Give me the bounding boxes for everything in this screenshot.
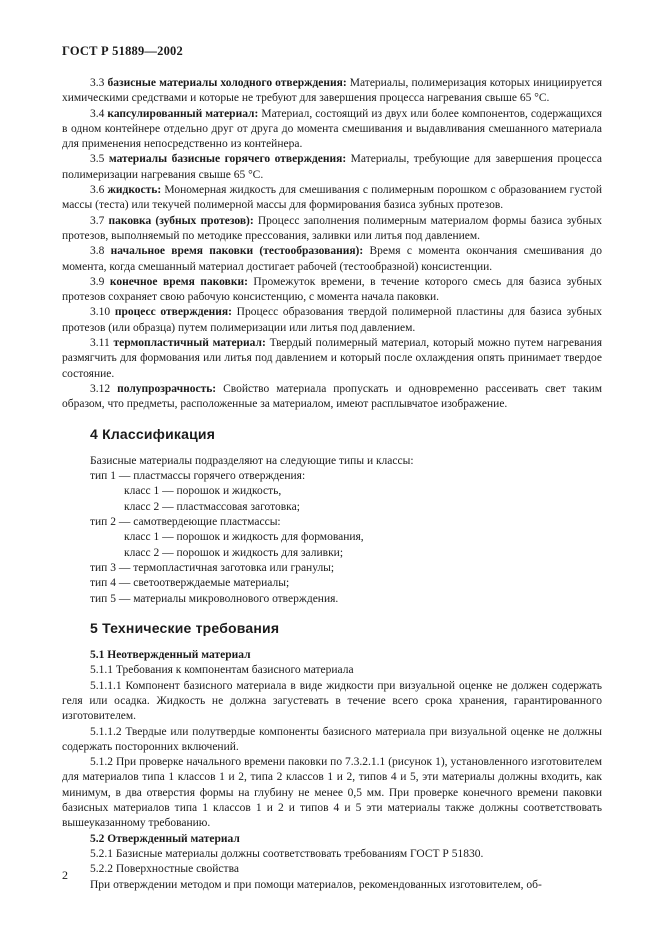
definition-item: [62, 76, 602, 107]
definition-number: 3.10: [90, 306, 111, 319]
definition-text: Свойство материала пропускать и одновременно рассеивать свет таким образом, что предметы, расположенные за материалом, имеют расплывчатое изображение.: [62, 382, 603, 411]
class-item: класс 1 — порошок и жидкость для формования,: [124, 531, 364, 544]
definition-text: Материалы, полимеризация которых инициируется химическими средствами и которые не требуют для завершения процесса нагревания свыше 65 °С.: [62, 77, 603, 105]
definition-item: [62, 107, 602, 153]
definition-term: начальное время паковки (тестообразования):: [110, 245, 364, 258]
type-item: тип 3 — термопластичная заготовка или гранулы;: [90, 561, 335, 574]
definition-item: [62, 152, 602, 183]
definition-term: термопластичный материал:: [113, 337, 266, 350]
definition-term: жидкость:: [107, 184, 162, 197]
paragraph-5-2-2-text: При отверждении методом и при помощи материалов, рекомендованных изготовителем, об-: [90, 878, 542, 891]
definition-number: 3.5: [90, 153, 105, 166]
class-item: класс 2 — порошок и жидкость для заливки;: [124, 546, 344, 559]
page-number: 2: [62, 868, 68, 882]
type-item: тип 4 — светоотверждаемые материалы;: [90, 577, 290, 590]
paragraph-5-1-1-2: 5.1.1.2 Твердые или полутвердые компоненты базисного материала при визуальной оценке не должны содержать посторонних включений.: [62, 725, 602, 753]
definition-text: Время с момента окончания смешивания до момента, когда смешанный материал достигает рабочей (тестообразной) консистенции.: [62, 245, 603, 273]
definition-number: 3.6: [90, 184, 105, 197]
definition-item: [62, 382, 602, 413]
definition-text: Материалы, требующие для завершения процесса полимеризации нагревания свыше 65 °С.: [62, 153, 602, 181]
definition-number: 3.7: [90, 214, 105, 227]
section-4-heading: 4 Классификация: [90, 425, 216, 442]
section-4-intro: Базисные материалы подразделяют на следующие типы и классы:: [90, 454, 414, 467]
definition-text: Процесс образования твердой полимерной пластины для базиса зубных протезов (или образца) путем полимеризации или литья под давлением.: [62, 306, 603, 334]
definition-term: паковка (зубных протезов):: [108, 214, 254, 227]
definitions-list: [62, 76, 602, 413]
definition-text: Твердый полимерный материал, который можно путем нагревания размягчить для формования или литья под давлением и который после охлаждения опять принимает твердое состояние.: [62, 337, 602, 380]
standard-header: ГОСТ Р 51889—2002: [62, 44, 183, 58]
definition-number: 3.9: [90, 275, 105, 288]
type-item: тип 2 — самотвердеющие пластмассы:: [90, 516, 281, 529]
paragraph-5-1-2: 5.1.2 При проверке начального времени паковки по 7.3.2.1.1 (рисунок 1), установленного изготовителем для материалов типа 1 классов 1 и 2, типа 2 классов 1 и 2, типов 4 и 5, эти материалы должны входить, как минимум, в два отверстия формы на глубину не менее 0,5 мм. При проверке конечного времени паковки базисных материалов типа 1 классов 1 и 2 и типов 4 и 5 эти материалы также должны соответствовать вышеуказанному требованию.: [62, 756, 602, 830]
paragraph-5-2-2: 5.2.2 Поверхностные свойства: [90, 863, 239, 876]
paragraph-5-1-1-1: 5.1.1.1 Компонент базисного материала в виде жидкости при визуальной оценке не должен содержать геля или осадка. Жидкость не должна загустевать в течение всего срока хранения, гарантированного изготовителем.: [62, 679, 602, 723]
definition-item: [62, 305, 602, 336]
subsection-5-1-heading: 5.1 Неотвержденный материал: [90, 649, 251, 662]
definition-term: базисные материалы холодного отверждения:: [107, 77, 347, 89]
definition-term: капсулированный материал:: [107, 107, 259, 120]
subsection-5-2-heading: 5.2 Отвержденный материал: [90, 832, 240, 845]
subsection-5-1-1: 5.1.1 Требования к компонентам базисного материала: [90, 664, 354, 677]
definition-item: [62, 183, 602, 214]
classification-list: [62, 469, 602, 607]
definition-text: Мономерная жидкость для смешивания с полимерным порошком с образованием густой массы (теста) или текучей полимерной массы для формирования базиса зубных протезов.: [62, 184, 603, 212]
class-item: класс 1 — порошок и жидкость,: [124, 485, 282, 498]
definition-number: 3.12: [90, 382, 111, 395]
type-item: тип 5 — материалы микроволнового отверждения.: [90, 592, 339, 605]
definition-text: Промежуток времени, в течение которого смесь для базиса зубных протезов сохраняет свою рабочую консистенцию, с момента начала паковки.: [62, 275, 603, 304]
definition-item: [62, 336, 602, 382]
definition-term: конечное время паковки:: [109, 275, 248, 288]
class-item: класс 2 — пластмассовая заготовка;: [124, 500, 300, 513]
paragraph-5-2-1: 5.2.1 Базисные материалы должны соответствовать требованиям ГОСТ Р 51830.: [90, 847, 484, 860]
definition-term: полупрозрачность:: [117, 382, 217, 395]
definition-number: 3.4: [90, 107, 105, 120]
document-body: [62, 76, 602, 893]
definition-number: 3.8: [90, 245, 105, 258]
definition-item: [62, 244, 602, 275]
definition-term: процесс отверждения:: [114, 306, 232, 319]
type-item: тип 1 — пластмассы горячего отверждения:: [90, 470, 306, 483]
definition-text: Материал, состоящий из двух или более компонентов, содержащихся в одном контейнере отдельно друг от друга до момента смешивания и выдавливания смешанного материала для применения непосредственно из контейнера.: [62, 107, 602, 151]
definition-item: [62, 214, 602, 245]
definition-number: 3.11: [90, 337, 110, 350]
definition-item: [62, 275, 602, 306]
definition-text: Процесс заполнения полимерным материалом формы базиса зубных протезов, выполняемый по методике прессования, заливки или литья под давлением.: [62, 214, 603, 242]
definition-number: 3.3: [90, 77, 105, 89]
section-5-heading: 5 Технические требования: [90, 619, 280, 636]
definition-term: материалы базисные горячего отверждения:: [108, 153, 347, 166]
